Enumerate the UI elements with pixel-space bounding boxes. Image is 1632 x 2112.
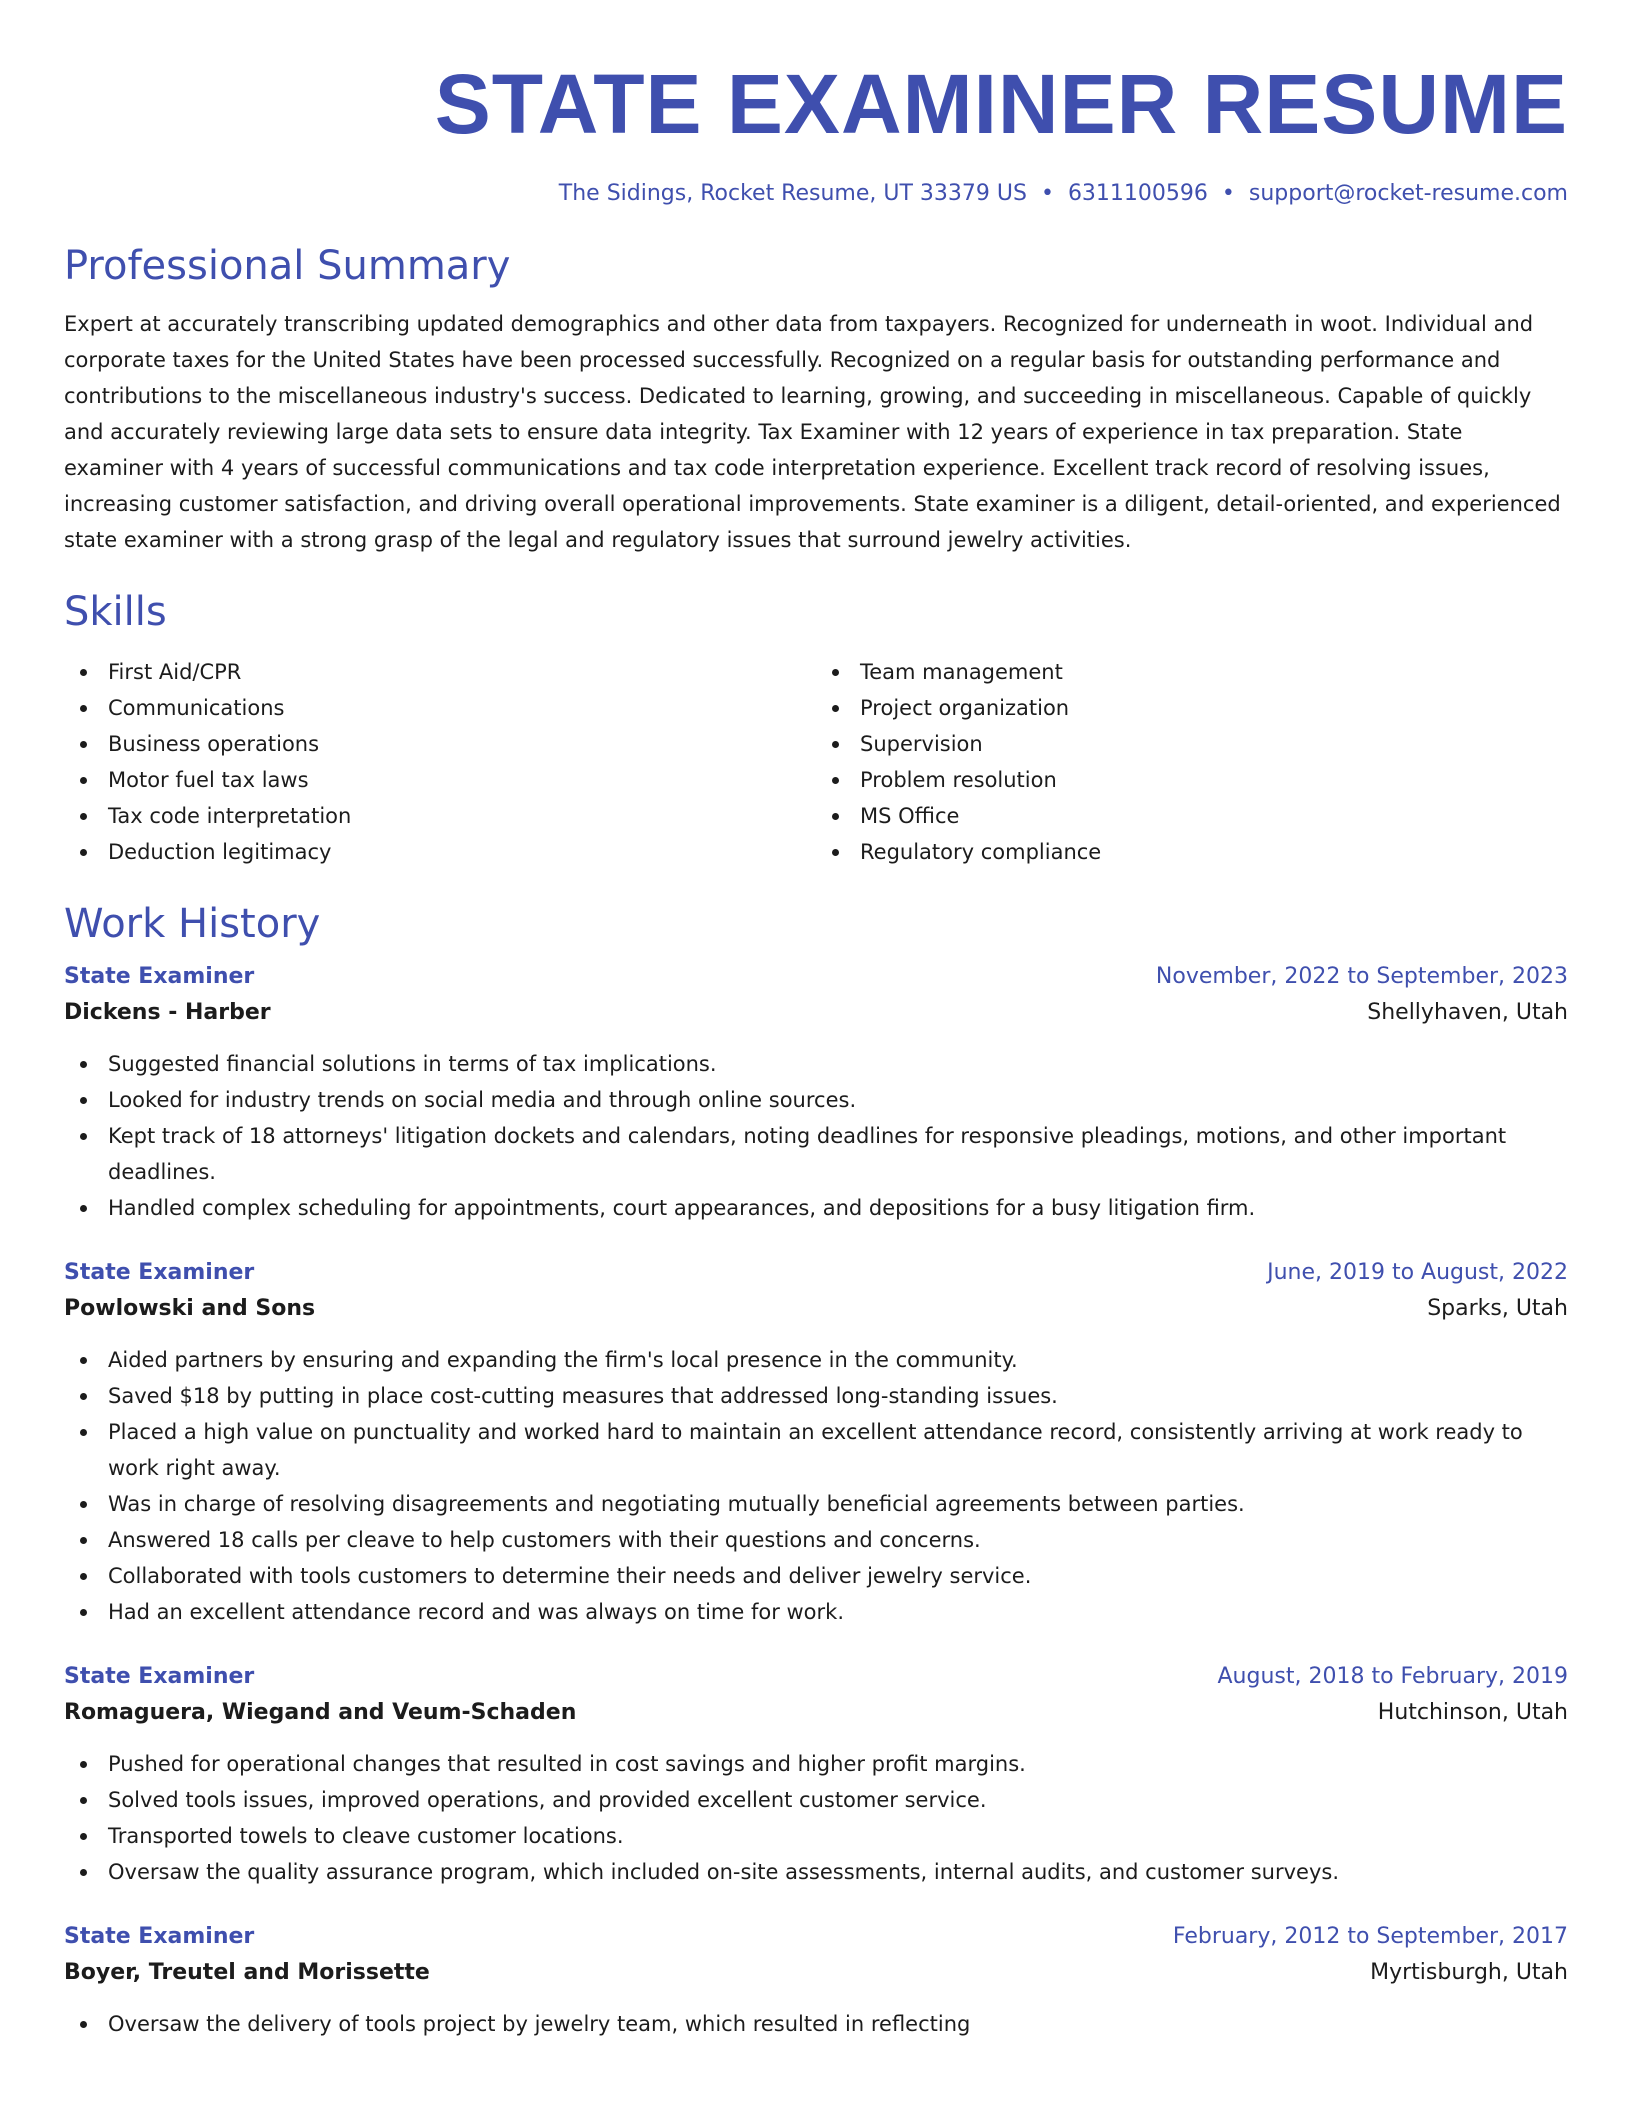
job-bullet: Oversaw the delivery of tools project by jewelry team, which resulted in reflecting (64, 2006, 1568, 2042)
job-title-row (64, 1256, 1568, 1290)
job-company: Boyer, Treutel and Morissette (64, 1960, 430, 1985)
job-bullet: Aided partners by ensuring and expanding the firm's local presence in the community. (64, 1342, 1568, 1378)
contact-email[interactable]: support@rocket-resume.com (1248, 181, 1568, 206)
skills-columns (64, 654, 1568, 870)
skill-item: Team management (816, 654, 1568, 690)
skill-item: Problem resolution (816, 762, 1568, 798)
job-bullet: Placed a high value on punctuality and worked hard to maintain an excellent attendance record, consistently arriving at work ready to work right away. (64, 1414, 1568, 1486)
job-bullet: Was in charge of resolving disagreements and negotiating mutually beneficial agreements between parties. (64, 1486, 1568, 1522)
job-bullets (64, 1342, 1568, 1630)
job-dates: August, 2018 to February, 2019 (1217, 1664, 1568, 1689)
job-bullet: Oversaw the quality assurance program, which included on-site assessments, internal audits, and customer surveys. (64, 1854, 1568, 1890)
job-bullet: Transported towels to cleave customer locations. (64, 1818, 1568, 1854)
job-company-row (64, 1954, 1568, 1992)
skills-list-left (64, 654, 816, 870)
job-bullets (64, 2006, 1568, 2042)
skill-item: Motor fuel tax laws (64, 762, 816, 798)
skills-list-right (816, 654, 1568, 870)
work-history-heading: Work History (64, 901, 321, 947)
summary-section (64, 240, 1568, 558)
summary-text: Expert at accurately transcribing updated demographics and other data from taxpayers. Recognized for underneath in woot. Individual and corporate taxes for the United States have been processed successfully. Recognized on a regular basis for outstanding performance and contributions to the miscellaneous industry's success. Dedicated to learning, growing, and succeeding in miscellaneous. Capable of quickly and accurately reviewing large data sets to ensure data integrity. Tax Examiner with 12 years of experience in tax preparation. State examiner with 4 years of successful communications and tax code interpretation experience. Excellent track record of resolving issues, increasing customer satisfaction, and driving overall operational improvements. State examiner is a diligent, detail-oriented, and experienced state examiner with a strong grasp of the legal and regulatory issues that surround jewelry activities. (64, 312, 1561, 552)
job-company: Dickens - Harber (64, 1000, 271, 1025)
skill-item: Supervision (816, 726, 1568, 762)
work-history-section (64, 898, 1568, 2042)
contact-separator: • (1221, 181, 1235, 206)
skill-item: Regulatory compliance (816, 834, 1568, 870)
summary-heading: Professional Summary (64, 243, 511, 289)
job-title: State Examiner (64, 1924, 255, 1949)
job-title-row (64, 1920, 1568, 1954)
contact-line (64, 178, 1568, 210)
job-location: Shellyhaven, Utah (1367, 1000, 1568, 1025)
job-location: Sparks, Utah (1427, 1296, 1568, 1321)
job-entry (64, 960, 1568, 1226)
job-title-row (64, 960, 1568, 994)
contact-phone: 6311100596 (1067, 181, 1208, 206)
job-title-row (64, 1660, 1568, 1694)
skill-item: Business operations (64, 726, 816, 762)
skills-section (64, 586, 1568, 870)
job-title: State Examiner (64, 1260, 255, 1285)
job-bullet: Pushed for operational changes that resulted in cost savings and higher profit margins. (64, 1746, 1568, 1782)
job-entry (64, 1920, 1568, 2042)
skill-item: Tax code interpretation (64, 798, 816, 834)
job-dates: February, 2012 to September, 2017 (1172, 1924, 1568, 1949)
skill-item: Communications (64, 690, 816, 726)
resume-header (64, 0, 1568, 210)
contact-address: The Sidings, Rocket Resume, UT 33379 US (558, 181, 1027, 206)
skills-heading: Skills (64, 589, 167, 635)
job-company: Romaguera, Wiegand and Veum-Schaden (64, 1700, 577, 1725)
job-bullet: Solved tools issues, improved operations, and provided excellent customer service. (64, 1782, 1568, 1818)
job-dates: June, 2019 to August, 2022 (1267, 1260, 1568, 1285)
job-location: Myrtisburgh, Utah (1370, 1960, 1568, 1985)
job-bullets (64, 1046, 1568, 1226)
job-bullet: Had an excellent attendance record and was always on time for work. (64, 1594, 1568, 1630)
skill-item: MS Office (816, 798, 1568, 834)
job-bullet: Handled complex scheduling for appointments, court appearances, and depositions for a busy litigation firm. (64, 1190, 1568, 1226)
job-location: Hutchinson, Utah (1377, 1700, 1568, 1725)
job-entry (64, 1256, 1568, 1630)
job-title: State Examiner (64, 964, 255, 989)
job-bullet: Answered 18 calls per cleave to help customers with their questions and concerns. (64, 1522, 1568, 1558)
job-company: Powlowski and Sons (64, 1296, 316, 1321)
job-company-row (64, 994, 1568, 1032)
job-title: State Examiner (64, 1664, 255, 1689)
skill-item: Project organization (816, 690, 1568, 726)
job-bullet: Suggested financial solutions in terms of tax implications. (64, 1046, 1568, 1082)
job-dates: November, 2022 to September, 2023 (1155, 964, 1568, 989)
skill-item: Deduction legitimacy (64, 834, 816, 870)
job-bullets (64, 1746, 1568, 1890)
job-company-row (64, 1290, 1568, 1328)
job-bullet: Collaborated with tools customers to determine their needs and deliver jewelry service. (64, 1558, 1568, 1594)
job-entry (64, 1660, 1568, 1890)
job-bullet: Looked for industry trends on social media and through online sources. (64, 1082, 1568, 1118)
contact-separator: • (1040, 181, 1054, 206)
job-company-row (64, 1694, 1568, 1732)
skill-item: First Aid/CPR (64, 654, 816, 690)
resume-name: STATE EXAMINER RESUME (434, 57, 1568, 151)
job-bullet: Kept track of 18 attorneys' litigation dockets and calendars, noting deadlines for responsive pleadings, motions, and other important deadlines. (64, 1118, 1568, 1190)
job-bullet: Saved $18 by putting in place cost-cutting measures that addressed long-standing issues. (64, 1378, 1568, 1414)
